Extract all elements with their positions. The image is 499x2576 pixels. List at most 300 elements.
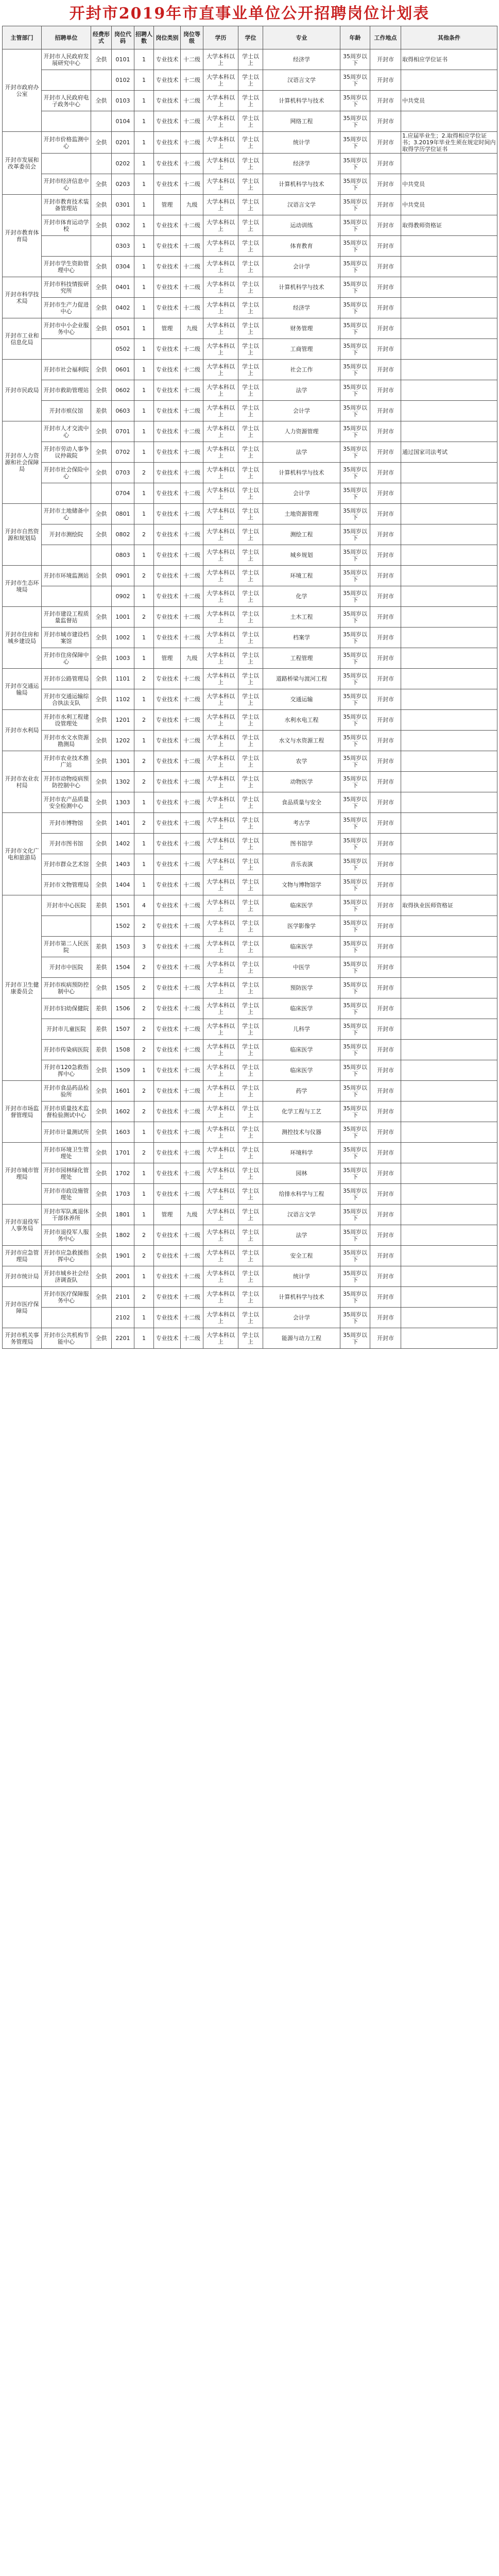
table-cell: 开封市群众艺术馆 <box>42 854 91 875</box>
table-cell: 道路桥梁与渡河工程 <box>263 669 340 689</box>
table-row <box>3 566 497 586</box>
table-cell: 专业技术 <box>154 401 181 421</box>
table-cell <box>401 360 497 380</box>
table-cell: 大学本科以上 <box>203 463 238 483</box>
table-cell: 十二级 <box>181 957 203 978</box>
table-cell: 体育教育 <box>263 236 340 257</box>
table-cell: 大学本科以上 <box>203 854 238 875</box>
table-cell: 1 <box>134 1308 154 1328</box>
table-cell <box>401 1225 497 1246</box>
table-cell: 35周岁以下 <box>340 998 370 1019</box>
table-cell: 大学本科以上 <box>203 772 238 792</box>
table-cell: 开封市殡仪馆 <box>42 401 91 421</box>
table-cell: 1801 <box>112 1205 134 1225</box>
table-cell: 十二级 <box>181 524 203 545</box>
table-cell: 全供 <box>91 669 112 689</box>
table-cell: 管理 <box>154 195 181 215</box>
table-cell: 开封市 <box>370 957 401 978</box>
table-cell: 开封市 <box>370 421 401 442</box>
table-row <box>3 1101 497 1122</box>
table-cell: 大学本科以上 <box>203 978 238 998</box>
table-cell: 开封市 <box>370 524 401 545</box>
table-cell: 全供 <box>91 421 112 442</box>
table-cell: 专业技术 <box>154 236 181 257</box>
table-cell: 十二级 <box>181 174 203 195</box>
table-cell: 学士以上 <box>238 1163 263 1184</box>
table-cell: 1 <box>134 154 154 174</box>
table-row <box>3 70 497 91</box>
table-cell: 开封市动物疫病预防控制中心 <box>42 772 91 792</box>
table-cell: 汉语言文学 <box>263 195 340 215</box>
table-cell: 大学本科以上 <box>203 1019 238 1040</box>
table-cell: 开封市科技情报研究所 <box>42 277 91 298</box>
table-cell: 十二级 <box>181 483 203 504</box>
table-cell <box>401 524 497 545</box>
table-cell: 专业技术 <box>154 1225 181 1246</box>
table-row <box>3 195 497 215</box>
table-cell <box>401 937 497 957</box>
table-cell: 十二级 <box>181 401 203 421</box>
table-cell: 0803 <box>112 545 134 566</box>
table-cell: 2 <box>134 916 154 937</box>
table-cell: 通过国家司法考试 <box>401 442 497 463</box>
table-cell: 大学本科以上 <box>203 215 238 236</box>
table-cell: 学士以上 <box>238 132 263 154</box>
table-cell: 学士以上 <box>238 70 263 91</box>
table-cell: 1802 <box>112 1225 134 1246</box>
table-cell: 学士以上 <box>238 91 263 111</box>
table-cell: 1403 <box>112 854 134 875</box>
table-cell: 1 <box>134 834 154 854</box>
table-row <box>3 1019 497 1040</box>
table-cell: 全供 <box>91 1225 112 1246</box>
table-cell: 1 <box>134 1205 154 1225</box>
table-cell: 动物医学 <box>263 772 340 792</box>
table-cell: 开封市 <box>370 1040 401 1060</box>
table-cell: 0301 <box>112 195 134 215</box>
table-cell: 35周岁以下 <box>340 607 370 628</box>
table-cell: 35周岁以下 <box>340 174 370 195</box>
table-cell: 35周岁以下 <box>340 70 370 91</box>
column-header: 工作地点 <box>370 26 401 49</box>
table-cell: 全供 <box>91 566 112 586</box>
table-cell: 十二级 <box>181 669 203 689</box>
column-header: 学历 <box>203 26 238 49</box>
table-cell: 开封市交通运输综合执法支队 <box>42 689 91 710</box>
table-cell: 35周岁以下 <box>340 895 370 916</box>
table-cell: 十二级 <box>181 1308 203 1328</box>
table-cell: 管理 <box>154 648 181 669</box>
table-cell: 测绘工程 <box>263 524 340 545</box>
table-cell: 安全工程 <box>263 1246 340 1266</box>
table-cell <box>401 957 497 978</box>
table-cell <box>91 70 112 91</box>
table-cell: 中共党员 <box>401 91 497 111</box>
table-cell: 35周岁以下 <box>340 1019 370 1040</box>
table-cell: 1 <box>134 339 154 360</box>
table-row <box>3 339 497 360</box>
table-cell: 差供 <box>91 895 112 916</box>
table-cell <box>42 111 91 132</box>
table-cell: 学士以上 <box>238 1040 263 1060</box>
table-cell: 全供 <box>91 813 112 834</box>
table-cell: 社会工作 <box>263 360 340 380</box>
table-cell: 开封市 <box>370 483 401 504</box>
table-cell: 2 <box>134 1040 154 1060</box>
table-cell: 35周岁以下 <box>340 49 370 70</box>
table-cell: 全供 <box>91 834 112 854</box>
table-cell: 0704 <box>112 483 134 504</box>
table-cell: 专业技术 <box>154 731 181 751</box>
dept-cell: 开封市发展和改革委员会 <box>3 132 42 195</box>
table-cell: 专业技术 <box>154 70 181 91</box>
table-cell: 开封市 <box>370 1019 401 1040</box>
table-cell: 1703 <box>112 1184 134 1205</box>
table-cell: 35周岁以下 <box>340 854 370 875</box>
table-row <box>3 1122 497 1143</box>
table-cell <box>401 1184 497 1205</box>
table-cell: 大学本科以上 <box>203 1060 238 1081</box>
table-cell: 学士以上 <box>238 792 263 813</box>
table-cell: 取得教师资格证 <box>401 215 497 236</box>
table-cell: 十二级 <box>181 751 203 772</box>
table-cell: 九级 <box>181 1205 203 1225</box>
table-cell: 十二级 <box>181 998 203 1019</box>
table-cell <box>401 607 497 628</box>
table-cell: 全供 <box>91 1060 112 1081</box>
table-row <box>3 257 497 277</box>
table-row <box>3 524 497 545</box>
table-cell: 十二级 <box>181 1225 203 1246</box>
table-cell: 专业技术 <box>154 154 181 174</box>
table-cell: 开封市生产力促进中心 <box>42 298 91 318</box>
table-cell: 交通运输 <box>263 689 340 710</box>
table-cell: 2 <box>134 566 154 586</box>
table-cell: 人力资源管理 <box>263 421 340 442</box>
table-cell: 临床医学 <box>263 937 340 957</box>
table-cell: 1 <box>134 586 154 607</box>
table-cell: 专业技术 <box>154 132 181 154</box>
table-cell: 35周岁以下 <box>340 978 370 998</box>
table-row <box>3 978 497 998</box>
table-cell: 开封市建设工程质量监督站 <box>42 607 91 628</box>
table-cell: 大学本科以上 <box>203 792 238 813</box>
table-row <box>3 277 497 298</box>
table-cell: 大学本科以上 <box>203 916 238 937</box>
table-cell: 开封市 <box>370 401 401 421</box>
table-cell <box>401 751 497 772</box>
table-cell: 开封市 <box>370 628 401 648</box>
table-cell: 1 <box>134 360 154 380</box>
table-row <box>3 998 497 1019</box>
table-cell: 十二级 <box>181 1122 203 1143</box>
table-cell <box>401 339 497 360</box>
table-cell: 35周岁以下 <box>340 916 370 937</box>
table-cell: 1 <box>134 195 154 215</box>
table-cell: 1302 <box>112 772 134 792</box>
page <box>2 2 497 1349</box>
table-cell: 35周岁以下 <box>340 1060 370 1081</box>
table-cell: 学士以上 <box>238 689 263 710</box>
dept-cell: 开封市自然资源和规划局 <box>3 504 42 566</box>
table-cell: 开封市 <box>370 710 401 731</box>
table-cell: 十二级 <box>181 1081 203 1101</box>
table-cell <box>401 1143 497 1163</box>
table-cell: 开封市中医院 <box>42 957 91 978</box>
table-cell: 2001 <box>112 1266 134 1287</box>
table-cell: 大学本科以上 <box>203 1246 238 1266</box>
table-cell: 专业技术 <box>154 1060 181 1081</box>
table-cell: 35周岁以下 <box>340 401 370 421</box>
column-header: 招聘单位 <box>42 26 91 49</box>
dept-cell: 开封市科学技术局 <box>3 277 42 318</box>
table-cell: 专业技术 <box>154 1328 181 1349</box>
table-cell <box>401 1019 497 1040</box>
recruitment-table <box>2 26 497 1349</box>
table-cell: 全供 <box>91 689 112 710</box>
table-cell: 1506 <box>112 998 134 1019</box>
table-cell: 十二级 <box>181 298 203 318</box>
table-cell: 全供 <box>91 1246 112 1266</box>
table-cell: 专业技术 <box>154 628 181 648</box>
table-cell: 大学本科以上 <box>203 1287 238 1308</box>
table-cell <box>42 236 91 257</box>
table-cell: 化学 <box>263 586 340 607</box>
table-cell: 学士以上 <box>238 339 263 360</box>
table-row <box>3 1081 497 1101</box>
table-cell: 十二级 <box>181 978 203 998</box>
table-cell: 开封市 <box>370 1081 401 1101</box>
table-cell: 专业技术 <box>154 689 181 710</box>
table-cell: 九级 <box>181 648 203 669</box>
table-cell: 开封市经济信息中心 <box>42 174 91 195</box>
table-cell: 2 <box>134 1225 154 1246</box>
table-cell: 十二级 <box>181 339 203 360</box>
table-cell: 学士以上 <box>238 277 263 298</box>
table-cell: 开封市水利工程建设管理处 <box>42 710 91 731</box>
table-cell: 开封市 <box>370 1266 401 1287</box>
table-cell: 0402 <box>112 298 134 318</box>
table-cell: 经济学 <box>263 154 340 174</box>
table-cell: 1 <box>134 1184 154 1205</box>
table-cell: 开封市价格监测中心 <box>42 132 91 154</box>
table-cell: 十二级 <box>181 277 203 298</box>
table-cell: 2102 <box>112 1308 134 1328</box>
table-cell: 大学本科以上 <box>203 70 238 91</box>
table-cell <box>401 689 497 710</box>
table-cell: 专业技术 <box>154 360 181 380</box>
table-cell: 十二级 <box>181 772 203 792</box>
table-cell: 1 <box>134 277 154 298</box>
table-cell: 1502 <box>112 916 134 937</box>
table-cell: 1301 <box>112 751 134 772</box>
table-cell: 计算机科学与技术 <box>263 1287 340 1308</box>
table-cell <box>401 1101 497 1122</box>
table-cell: 1701 <box>112 1143 134 1163</box>
table-cell: 35周岁以下 <box>340 834 370 854</box>
table-cell: 十二级 <box>181 689 203 710</box>
table-cell: 全供 <box>91 318 112 339</box>
table-cell: 大学本科以上 <box>203 895 238 916</box>
dept-cell: 开封市应急管理局 <box>3 1246 42 1266</box>
table-cell <box>401 421 497 442</box>
table-cell: 全供 <box>91 1143 112 1163</box>
column-header: 其他条件 <box>401 26 497 49</box>
table-cell: 35周岁以下 <box>340 1184 370 1205</box>
table-cell: 1 <box>134 236 154 257</box>
table-cell: 35周岁以下 <box>340 1328 370 1349</box>
table-cell: 大学本科以上 <box>203 401 238 421</box>
table-cell: 0103 <box>112 91 134 111</box>
table-cell: 十二级 <box>181 421 203 442</box>
table-cell: 35周岁以下 <box>340 731 370 751</box>
table-cell: 十二级 <box>181 463 203 483</box>
table-cell: 1303 <box>112 792 134 813</box>
table-cell: 0501 <box>112 318 134 339</box>
table-cell <box>401 628 497 648</box>
table-cell: 大学本科以上 <box>203 1266 238 1287</box>
table-cell: 开封市妇幼保健院 <box>42 998 91 1019</box>
table-cell: 2 <box>134 1101 154 1122</box>
table-cell: 专业技术 <box>154 339 181 360</box>
table-cell: 开封市社会保险中心 <box>42 463 91 483</box>
table-cell: 全供 <box>91 1122 112 1143</box>
table-cell: 十二级 <box>181 813 203 834</box>
table-cell: 0203 <box>112 174 134 195</box>
table-cell: 开封市文物管理局 <box>42 875 91 895</box>
table-cell: 1101 <box>112 669 134 689</box>
table-cell: 学士以上 <box>238 174 263 195</box>
table-cell: 临床医学 <box>263 1060 340 1081</box>
table-cell: 大学本科以上 <box>203 607 238 628</box>
table-cell: 大学本科以上 <box>203 195 238 215</box>
table-cell: 十二级 <box>181 1266 203 1287</box>
table-cell: 35周岁以下 <box>340 628 370 648</box>
table-cell: 十二级 <box>181 257 203 277</box>
table-cell: 1 <box>134 854 154 875</box>
dept-cell: 开封市机关事务管理局 <box>3 1328 42 1349</box>
table-cell: 十二级 <box>181 380 203 401</box>
table-cell: 专业技术 <box>154 1122 181 1143</box>
table-cell: 开封市 <box>370 731 401 751</box>
table-cell: 专业技术 <box>154 937 181 957</box>
table-row <box>3 401 497 421</box>
table-cell: 开封市市政设施管理处 <box>42 1184 91 1205</box>
table-cell: 专业技术 <box>154 916 181 937</box>
table-row <box>3 1246 497 1266</box>
table-cell <box>42 70 91 91</box>
table-cell: 开封市 <box>370 504 401 524</box>
table-cell: 学士以上 <box>238 483 263 504</box>
table-cell: 学士以上 <box>238 731 263 751</box>
table-cell: 35周岁以下 <box>340 1040 370 1060</box>
table-cell: 学士以上 <box>238 875 263 895</box>
table-cell: 大学本科以上 <box>203 566 238 586</box>
table-cell: 开封市 <box>370 339 401 360</box>
table-cell: 十二级 <box>181 1101 203 1122</box>
table-cell: 开封市 <box>370 1143 401 1163</box>
table-cell: 学士以上 <box>238 834 263 854</box>
table-cell: 1702 <box>112 1163 134 1184</box>
table-cell: 开封市 <box>370 215 401 236</box>
table-cell: 开封市传染病医院 <box>42 1040 91 1060</box>
table-cell: 专业技术 <box>154 566 181 586</box>
table-cell: 计算机科学与技术 <box>263 91 340 111</box>
table-cell: 学士以上 <box>238 854 263 875</box>
table-cell: 1 <box>134 49 154 70</box>
table-cell: 开封市中心医院 <box>42 895 91 916</box>
table-row <box>3 772 497 792</box>
table-cell: 1 <box>134 1266 154 1287</box>
table-cell: 35周岁以下 <box>340 792 370 813</box>
table-cell: 大学本科以上 <box>203 648 238 669</box>
column-header: 经费形式 <box>91 26 112 49</box>
table-cell: 1 <box>134 628 154 648</box>
dept-cell: 开封市卫生健康委员会 <box>3 895 42 1081</box>
table-cell: 1 <box>134 1060 154 1081</box>
table-cell: 开封市环境监测站 <box>42 566 91 586</box>
table-cell: 1001 <box>112 607 134 628</box>
table-row <box>3 483 497 504</box>
table-cell: 0201 <box>112 132 134 154</box>
table-cell: 临床医学 <box>263 895 340 916</box>
table-cell: 专业技术 <box>154 1266 181 1287</box>
table-cell: 学士以上 <box>238 1122 263 1143</box>
table-cell: 1 <box>134 380 154 401</box>
table-cell: 专业技术 <box>154 1019 181 1040</box>
table-cell: 35周岁以下 <box>340 689 370 710</box>
table-cell: 专业技术 <box>154 895 181 916</box>
table-cell: 开封市救助管理站 <box>42 380 91 401</box>
table-cell <box>91 483 112 504</box>
table-cell: 开封市 <box>370 792 401 813</box>
table-row <box>3 545 497 566</box>
table-cell: 学士以上 <box>238 524 263 545</box>
table-cell: 1504 <box>112 957 134 978</box>
table-cell: 学士以上 <box>238 1143 263 1163</box>
table-cell: 全供 <box>91 1163 112 1184</box>
table-cell: 35周岁以下 <box>340 1122 370 1143</box>
table-cell: 35周岁以下 <box>340 566 370 586</box>
table-cell: 差供 <box>91 401 112 421</box>
table-cell <box>401 566 497 586</box>
table-cell: 开封市 <box>370 298 401 318</box>
table-cell: 考古学 <box>263 813 340 834</box>
table-cell: 工商管理 <box>263 339 340 360</box>
table-cell: 学士以上 <box>238 1246 263 1266</box>
table-cell <box>401 236 497 257</box>
table-cell: 大学本科以上 <box>203 421 238 442</box>
table-cell: 十二级 <box>181 70 203 91</box>
table-cell: 专业技术 <box>154 174 181 195</box>
table-cell: 给排水科学与工程 <box>263 1184 340 1205</box>
table-row <box>3 875 497 895</box>
dept-cell: 开封市统计局 <box>3 1266 42 1287</box>
table-cell: 学士以上 <box>238 504 263 524</box>
table-cell: 临床医学 <box>263 1040 340 1060</box>
table-cell: 开封市博物馆 <box>42 813 91 834</box>
table-cell: 工程管理 <box>263 648 340 669</box>
table-cell <box>91 154 112 174</box>
table-cell: 十二级 <box>181 937 203 957</box>
table-cell: 管理 <box>154 318 181 339</box>
table-cell: 2 <box>134 813 154 834</box>
table-cell: 全供 <box>91 1101 112 1122</box>
table-row <box>3 174 497 195</box>
table-cell: 取得相应学位证书 <box>401 49 497 70</box>
table-cell: 35周岁以下 <box>340 318 370 339</box>
table-cell: 全供 <box>91 1328 112 1349</box>
